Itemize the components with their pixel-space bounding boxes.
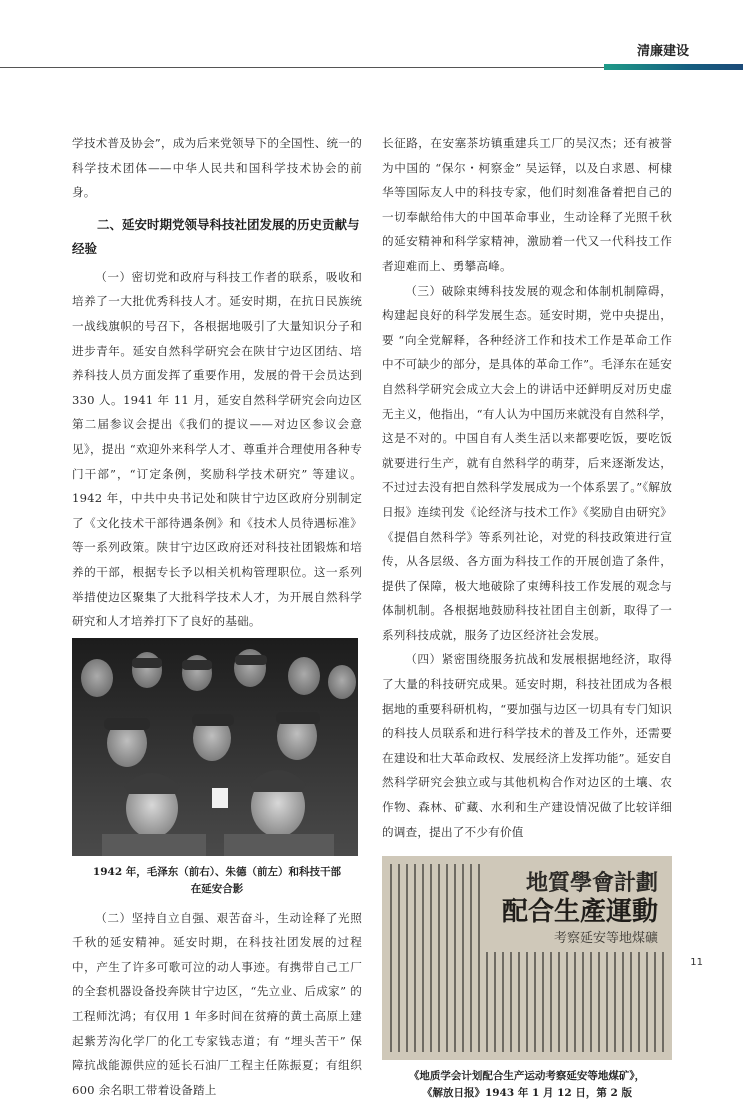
- photo-caption: [72, 864, 362, 898]
- newspaper-clipping: [382, 856, 672, 1060]
- header-rule: [0, 67, 604, 68]
- paragraph-3: （三）破除束缚科技发展的观念和体制机制障碍，构建起良好的科学发展生态。延安时期，党中央提出，要 “向全党解释，各种经济工作和技术工作是革命工作中不可缺少的部分，是具体的革命工作”。毛泽东在延安自然科学研究会成立大会上的讲话中还鲜明反对历史虚无主义，他指出，“有人认为中国历来就没有自然科学，这是不对的。中国自有人类生活以来都要吃饭，要吃饭就要进行生产，就有自然科学的萌芽，后来逐渐发达，不过过去没有把自然科学发展成为一个体系罢了。”《解放日报》连续刊发《论经济与技术工作》《奖励自由研究》《提倡自然科学》等系列社论，对党的科技政策进行宣传，从各层级、各方面为科技工作的开展创造了条件，提供了保障，极大地破除了束缚科技工作发展的观念与体制机制。各根据地鼓励科技社团自主创新，取得了一系列科技成就，服务了边区经济社会发展。: [382, 283, 672, 642]
- section-title: 清廉建设: [636, 44, 689, 59]
- paragraph-2: （二）坚持自立自强、艰苦奋斗，生动诠释了光照千秋的延安精神。延安时期，在科技社团发展的过程中，产生了许多可歌可泣的动人事迹。有携带自己工厂的全套机器设备投奔陕甘宁边区，“先立业、后成家” 的工程师沈鸿；有仅用 1 年多时间在贫瘠的黄土高原上建起紫芳沟化学厂的化工专家钱志道；有 “埋头苦干” 保障抗战能源供应的延长石油厂工程主任陈振夏；有组织 600 余名职工带着设备踏上: [72, 910, 362, 1097]
- photo-caption-line-1: 1942 年，毛泽东（前右）、朱德（前左）和科技干部: [92, 865, 342, 878]
- right-column: [382, 131, 672, 1110]
- news-headline-3: 考察延安等地煤礦: [553, 931, 658, 947]
- paragraph-continuation-right: 长征路，在安塞茶坊镇重建兵工厂的吴汉杰；还有被誉为中国的 “保尔・柯察金” 吴运铎，以及白求恩、柯棣华等国际友人中的科技专家，他们时刻准备着把自己的一切奉献给伟大的中国革命事业，生动诠释了光照千秋的延安精神和科学家精神，激励着一代又一代科技工作者迎难而上、勇攀高峰。: [382, 136, 672, 273]
- newspaper-caption-line-2: 《解放日报》1943 年 1 月 12 日，第 2 版: [421, 1087, 633, 1100]
- header-accent-bar: [604, 64, 743, 70]
- newspaper-caption-line-1: 《地质学会计划配合生产运动考察延安等地煤矿》，: [408, 1070, 646, 1083]
- newspaper-caption: [382, 1068, 672, 1102]
- news-headline-2: 配合生產運動: [501, 897, 658, 928]
- paragraph-4: （四）紧密围绕服务抗战和发展根据地经济，取得了大量的科技研究成果。延安时期，科技社团成为各根据地的重要科研机构，“要加强与边区一切具有专门知识的科技人员联系和进行科学技术的普及工作外，还需要在建设和壮大革命政权、发展经济上发挥功能”。延安自然科学研究会独立或与其他机构合作对边区的土壤、农作物、森林、矿藏、水利和生产建设情况做了比较详细的调查，提出了不少有价值: [382, 652, 672, 839]
- news-headline-1: 地質學會計劃: [525, 870, 658, 897]
- left-column: [72, 131, 362, 1102]
- group-photo-image: [72, 638, 358, 856]
- newspaper-clipping-image: [382, 856, 672, 1060]
- paragraph-1: （一）密切党和政府与科技工作者的联系，吸收和培养了一大批优秀科技人才。延安时期，在抗日民族统一战线旗帜的号召下，各根据地吸引了大量知识分子和进步青年。延安自然科学研究会在陕甘宁边区团结、培养科技人员方面发挥了重要作用，发展的骨干会员达到 330 人。1941 年 11 月，延安自然科学研究会向边区第二届参议会提出《我们的提议——对边区参议会意见》，提出 “欢迎外来科学人才、尊重并合理使用各种专门干部”，“订定条例，奖励科学技术研究” 等建议。1942 年，中共中央书记处和陕甘宁边区政府分别制定了《文化技术干部待遇条例》和《技术人员待遇标准》等一系列政策。陕甘宁边区政府还对科技社团锻炼和培养的干部，根据专长予以相关机构管理职位。这一系列举措使边区聚集了大批科学技术人才，为开展自然科学研究和人才培养打下了良好的基础。: [72, 269, 362, 629]
- photo-caption-line-2: 在延安合影: [190, 882, 244, 895]
- section-heading: 二、延安时期党领导科技社团发展的历史贡献与经验: [72, 216, 360, 256]
- paragraph-continuation: 学技术普及协会”，成为后来党领导下的全国性、统一的科学技术团体——中华人民共和国科学技术协会的前身。: [72, 136, 362, 200]
- page-number: 11: [690, 957, 703, 968]
- historical-group-photo: [72, 638, 358, 856]
